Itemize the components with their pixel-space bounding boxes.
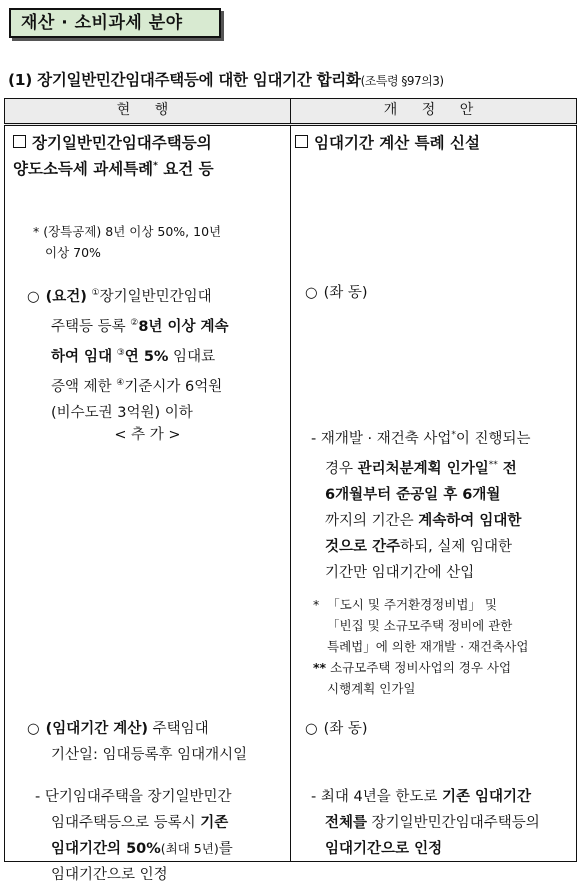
redev-text: 하되, 실제 임대한	[400, 539, 512, 555]
footnote-mark: **	[313, 660, 327, 675]
short-text: 임대기간의 50%	[51, 841, 161, 857]
redev-text: 계속하여 임대한	[418, 513, 522, 529]
short-text: 를	[218, 841, 233, 857]
req-text: 8년 이상 계속	[138, 319, 229, 335]
max-text: 장기일반민간임대주택등의	[367, 815, 540, 831]
circle-bullet-icon: ○	[27, 721, 40, 737]
footnote-mark: **	[488, 460, 498, 470]
circled-number: ③	[116, 348, 125, 358]
current-column	[5, 125, 291, 883]
max-text: 최대 4년을 한도로	[320, 789, 442, 805]
redev-text: 전	[497, 461, 517, 477]
short-text: 임대주택등으로 등록시	[51, 815, 201, 831]
redev-text: 경우	[325, 461, 358, 477]
footnote-line: 특례법」에 의한 재개발 · 재건축사업	[327, 639, 529, 654]
revised-heading	[291, 132, 576, 155]
revised-same-1	[291, 280, 576, 306]
revised-footnotes	[291, 594, 576, 699]
period-text: 기산일: 임대등록후 임대개시일	[51, 747, 248, 763]
current-short-term	[5, 784, 290, 888]
comparison-table	[4, 98, 577, 883]
footnote-line: (장특공제) 8년 이상 50%, 10년	[43, 224, 222, 239]
footnote-line: 시행계획 인가일	[327, 681, 416, 696]
current-period	[5, 716, 290, 768]
section-title: 재산 · 소비과세 분야	[9, 8, 221, 38]
short-text: 단기임대주택을 장기일반민간	[44, 789, 232, 805]
redev-text: 것으로 간주	[325, 539, 401, 555]
same-as-left: (좌 동)	[323, 285, 368, 301]
redev-text: 재개발 · 재건축 사업	[320, 431, 452, 447]
footnote-line: 소규모주택 정비사업의 경우 사업	[330, 660, 512, 675]
same-as-left: (좌 동)	[323, 721, 368, 737]
redev-text: 관리처분계획 인가일	[357, 461, 489, 477]
footnote-line: 「도시 및 주거환경정비법」 및	[327, 597, 497, 612]
req-text: 하여 임대	[51, 349, 113, 365]
circle-bullet-icon: ○	[305, 721, 318, 737]
dash-bullet: -	[311, 431, 317, 447]
item-number: (1)	[8, 71, 33, 89]
circle-bullet-icon: ○	[305, 285, 318, 301]
circle-bullet-icon: ○	[27, 289, 40, 305]
checkbox-icon	[295, 135, 308, 148]
revised-column	[291, 125, 577, 862]
period-label: (임대기간 계산)	[45, 721, 148, 737]
footnote-mark: *	[153, 161, 158, 171]
short-text: 기존	[200, 815, 229, 831]
req-text: 연 5%	[124, 349, 169, 365]
footnote-line: 이상 70%	[45, 245, 101, 260]
period-text: 주택임대	[147, 721, 209, 737]
current-heading-tail: 요건 등	[157, 160, 214, 178]
footnote-mark: *	[451, 430, 456, 440]
current-footnote	[5, 221, 290, 263]
dash-bullet: -	[35, 789, 41, 805]
max-text: 전체를	[325, 815, 368, 831]
redev-text: 6개월부터 준공일 후 6개월	[325, 487, 501, 503]
circled-number: ④	[116, 378, 125, 388]
revised-same-2	[291, 716, 576, 742]
current-heading-line2: 양도소득세 과세특례	[13, 160, 154, 178]
circled-number: ②	[130, 318, 139, 328]
header-revised: 개 정 안	[291, 99, 577, 125]
req-label: (요건)	[45, 289, 87, 305]
revised-redevelopment	[291, 422, 576, 586]
current-heading-line1: 장기일반민간임대주택등의	[32, 134, 212, 152]
item-title	[8, 68, 578, 90]
max-text: 기존 임대기간	[441, 789, 532, 805]
req-text: 증액 제한	[51, 379, 112, 395]
revised-max-period	[291, 784, 576, 862]
short-text: (최대 5년)	[160, 841, 219, 856]
revised-heading-text: 임대기간 계산 특례 신설	[314, 134, 480, 152]
req-text: 장기일반민간임대	[99, 289, 212, 305]
circled-number: ①	[91, 288, 100, 298]
current-heading	[5, 132, 290, 181]
current-requirements	[5, 280, 290, 426]
checkbox-icon	[13, 135, 26, 148]
short-text: 임대기간으로 인정	[51, 867, 168, 883]
item-legal-ref: (조특령 §97의3)	[360, 74, 444, 88]
redev-text: 기간만 임대기간에 산입	[325, 565, 475, 581]
item-title-text: 장기일반민간임대주택등에 대한 임대기간 합리화	[37, 71, 361, 89]
req-text: 임대료	[168, 349, 216, 365]
req-text: 기준시가 6억원	[124, 379, 223, 395]
req-text: 주택등 등록	[51, 319, 126, 335]
footnote-mark: *	[33, 224, 40, 239]
header-current: 현 행	[5, 99, 291, 125]
footnote-line: 「빈집 및 소규모주택 정비에 관한	[327, 618, 513, 633]
dash-bullet: -	[311, 789, 317, 805]
req-text: (비수도권 3억원) 이하	[51, 405, 193, 421]
current-add-placeholder: < 추 가 >	[114, 427, 181, 443]
footnote-mark: *	[313, 597, 320, 612]
redev-text: 까지의 기간은	[325, 513, 419, 529]
redev-text: 이 진행되는	[455, 431, 531, 447]
max-text: 임대기간으로 인정	[325, 841, 443, 857]
